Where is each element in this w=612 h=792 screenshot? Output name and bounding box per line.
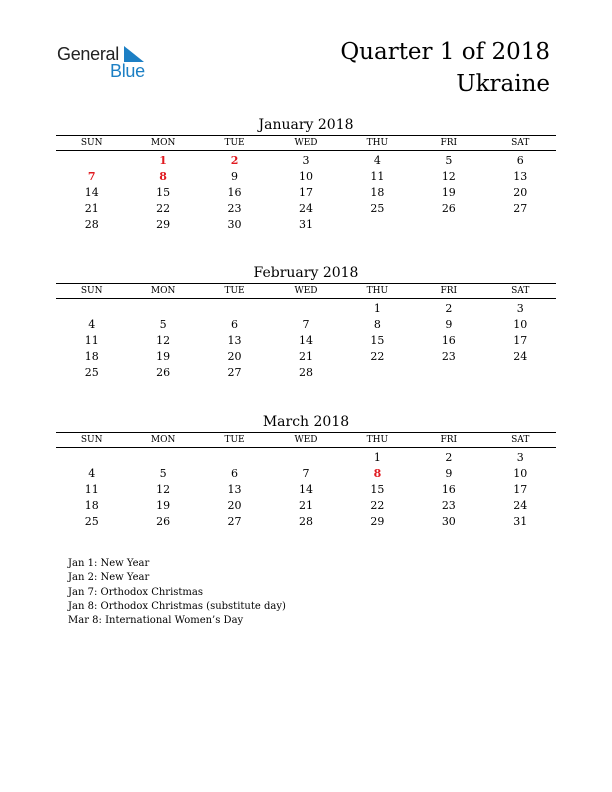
day-cell [485,365,556,381]
day-cell: 6 [231,467,239,480]
weekday-label: SAT [511,286,530,296]
holiday-day-cell: 8 [159,170,167,183]
weekday-label: SAT [511,138,530,148]
day-cell: 18 [370,186,385,199]
weekday-header-row [56,284,556,299]
day-cell [413,365,484,381]
holiday-day-cell: 1 [159,154,167,167]
day-cell: 5 [159,467,167,480]
day-cell: 12 [441,170,456,183]
month-grid [56,283,556,381]
day-cell: 16 [441,334,456,347]
weekday-label: SUN [80,286,103,296]
month-name: March 2018 [262,414,350,430]
day-cell: 9 [231,170,239,183]
day-cell: 3 [516,451,524,464]
day-cell: 20 [227,499,242,512]
day-cell: 6 [231,318,239,331]
week-row [56,349,556,365]
country-title: Ukraine [456,71,550,97]
day-cell: 9 [445,467,453,480]
day-cell: 9 [445,318,453,331]
day-cell: 16 [227,186,242,199]
day-cell: 10 [298,170,313,183]
weekday-label: WED [294,286,318,296]
day-cell: 28 [298,366,313,379]
weekday-label: THU [366,138,389,148]
holiday-item: Jan 7: Orthodox Christmas [68,586,203,598]
week-row [56,365,556,381]
week-row [56,498,556,514]
day-cell: 13 [227,334,242,347]
day-cell: 11 [370,170,385,183]
day-cell: 30 [227,218,242,231]
day-cell: 10 [513,467,528,480]
holiday-day-cell: 2 [230,154,239,167]
day-cell [270,450,341,466]
day-cell: 15 [156,186,171,199]
day-cell: 15 [370,483,385,496]
day-cell: 19 [156,350,171,363]
day-cell: 23 [227,202,242,215]
day-cell: 11 [84,483,99,496]
month-grid [56,432,556,530]
day-cell: 2 [445,451,453,464]
day-cell: 26 [156,366,171,379]
weekday-label: THU [366,435,389,445]
week-row [56,514,556,530]
weekday-label: TUE [224,286,245,296]
holiday-day-cell: 7 [87,170,96,183]
holiday-item: Jan 2: New Year [68,572,150,584]
weekday-label: FRI [440,138,458,148]
day-cell: 14 [298,334,313,347]
day-cell: 18 [84,350,99,363]
day-cell: 14 [84,186,99,199]
holiday-list [68,557,286,628]
day-cell: 25 [370,202,385,215]
holiday-day-cell: 8 [373,467,382,480]
weekday-label: SUN [80,435,103,445]
day-cell: 28 [298,515,313,528]
week-row [56,333,556,349]
weekday-label: MON [150,286,176,296]
day-cell: 22 [370,350,385,363]
day-cell: 17 [513,334,528,347]
day-cell [199,450,270,466]
day-cell: 19 [441,186,456,199]
day-cell [56,301,127,317]
day-cell: 20 [513,186,528,199]
day-cell: 21 [84,202,99,215]
day-cell: 24 [298,202,313,215]
day-cell: 17 [298,186,313,199]
day-cell: 25 [84,515,99,528]
week-row [56,450,556,466]
holiday-item: Jan 1: New Year [68,558,150,569]
day-cell: 29 [156,218,171,231]
weekday-label: FRI [440,435,458,445]
day-cell: 5 [445,154,453,167]
week-row [56,482,556,498]
weekday-header-row [56,136,556,151]
month-march [56,412,556,530]
day-cell: 27 [227,515,242,528]
day-cell: 6 [516,154,524,167]
quarter-title: Quarter 1 of 2018 [340,39,550,65]
day-cell: 1 [373,451,381,464]
logo-general-text: General [57,44,119,64]
week-row [56,301,556,317]
page-title [340,36,550,100]
weekday-label: TUE [224,435,245,445]
weekday-label: THU [366,286,389,296]
week-row [56,201,556,217]
day-cell: 19 [156,499,171,512]
day-cell: 16 [441,483,456,496]
day-cell [56,153,127,169]
weekday-label: SUN [80,138,103,148]
day-cell [127,450,198,466]
month-name: February 2018 [253,265,359,281]
day-cell: 23 [441,350,456,363]
day-cell [342,365,413,381]
day-cell: 31 [298,218,313,231]
day-cell: 3 [302,154,310,167]
day-cell: 7 [302,318,310,331]
day-cell: 25 [84,366,99,379]
day-cell: 18 [84,499,99,512]
holiday-item: Jan 8: Orthodox Christmas (substitute day) [68,600,286,612]
day-cell: 22 [156,202,171,215]
day-cell: 31 [513,515,528,528]
week-row [56,466,556,482]
logo-blue-text: Blue [110,61,145,81]
week-row [56,169,556,185]
weekday-label: FRI [440,286,458,296]
day-cell: 4 [373,154,381,167]
day-cell [270,301,341,317]
day-cell: 21 [298,499,313,512]
weekday-label: MON [150,138,176,148]
day-cell: 5 [159,318,167,331]
weekday-header-row [56,433,556,448]
day-cell: 8 [373,318,381,331]
logo [57,44,167,84]
day-cell: 26 [441,202,456,215]
day-cell: 13 [513,170,528,183]
day-cell: 29 [370,515,385,528]
day-cell: 14 [298,483,313,496]
month-grid [56,135,556,233]
holiday-item: Mar 8: International Women’s Day [68,615,244,627]
month-january [56,115,556,233]
day-cell [56,450,127,466]
day-cell: 22 [370,499,385,512]
day-cell: 27 [227,366,242,379]
day-cell: 10 [513,318,528,331]
day-cell: 15 [370,334,385,347]
day-cell: 20 [227,350,242,363]
week-row [56,185,556,201]
weekday-label: SAT [511,435,530,445]
day-cell: 24 [513,350,528,363]
day-cell: 13 [227,483,242,496]
week-row [56,217,556,233]
month-february [56,263,556,381]
day-cell: 2 [445,302,453,315]
weekday-label: WED [294,138,318,148]
day-cell: 21 [298,350,313,363]
day-cell: 27 [513,202,528,215]
day-cell: 30 [441,515,456,528]
month-name: January 2018 [258,117,354,133]
week-row [56,317,556,333]
day-cell: 4 [88,318,96,331]
day-cell: 17 [513,483,528,496]
weekday-label: MON [150,435,176,445]
weekday-label: TUE [224,138,245,148]
day-cell [485,217,556,233]
day-cell: 3 [516,302,524,315]
day-cell: 12 [156,483,171,496]
week-row [56,153,556,169]
day-cell: 1 [373,302,381,315]
day-cell [127,301,198,317]
day-cell: 23 [441,499,456,512]
day-cell: 26 [156,515,171,528]
day-cell: 28 [84,218,99,231]
day-cell [413,217,484,233]
day-cell: 7 [302,467,310,480]
day-cell [199,301,270,317]
day-cell: 4 [88,467,96,480]
day-cell: 24 [513,499,528,512]
weekday-label: WED [294,435,318,445]
day-cell [342,217,413,233]
day-cell: 11 [84,334,99,347]
day-cell: 12 [156,334,171,347]
